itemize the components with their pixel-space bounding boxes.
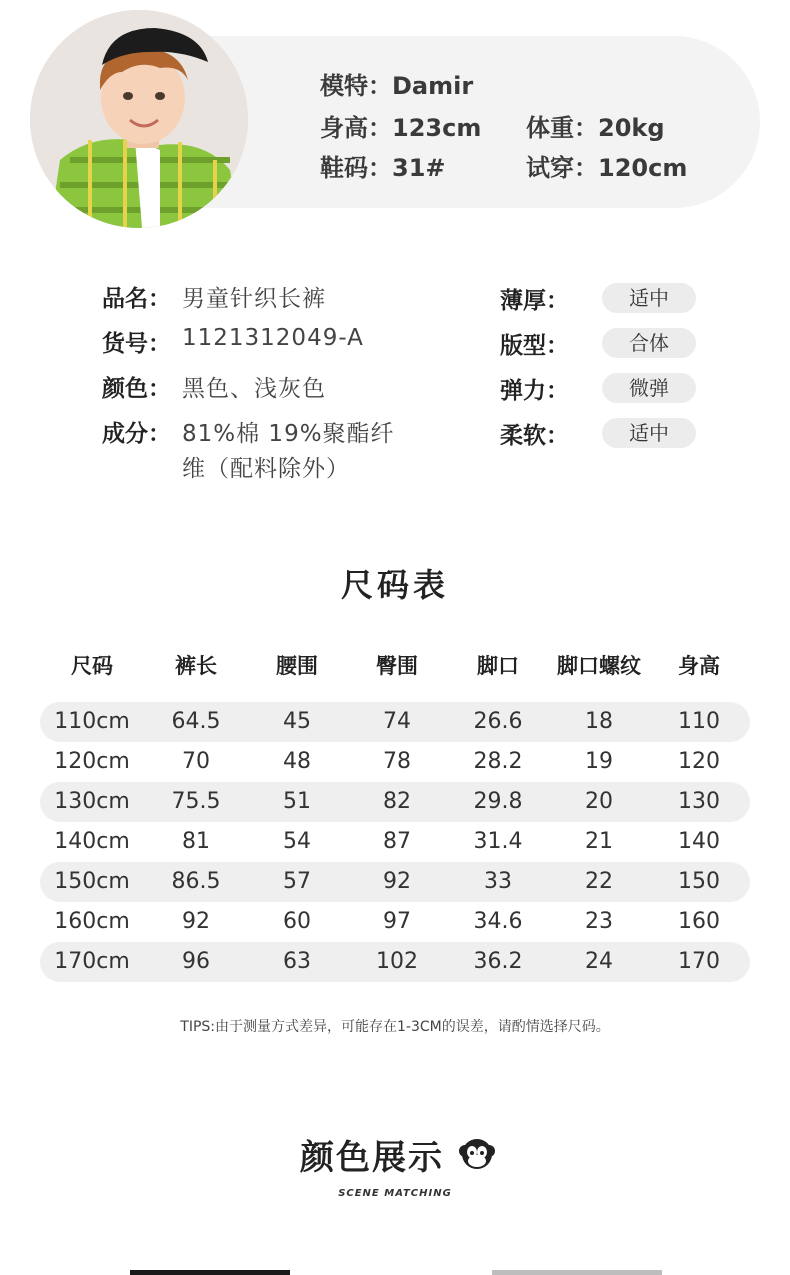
table-row (40, 902, 750, 942)
cell-hip: 92 (383, 869, 411, 894)
size-table-header (40, 650, 750, 684)
cell-hem: 31.4 (473, 829, 523, 854)
cell-hem-rib: 18 (585, 709, 613, 734)
header-waist: 腰围 (276, 654, 318, 678)
cell-waist: 51 (283, 789, 311, 814)
feature-stretch-badge: 微弹 (602, 373, 696, 403)
cell-body-height: 110 (678, 709, 720, 734)
feature-softness-label: 柔软： (500, 423, 569, 449)
model-weight-line (526, 108, 665, 143)
cell-hem-rib: 20 (585, 789, 613, 814)
cell-size: 110cm (54, 709, 130, 734)
model-trial-label: 试穿： (526, 154, 598, 182)
cell-length: 92 (182, 909, 210, 934)
cell-length: 86.5 (171, 869, 221, 894)
product-sku: 1121312049-A (182, 325, 364, 351)
model-shoe-label: 鞋码： (320, 154, 392, 182)
cell-body-height: 140 (678, 829, 720, 854)
feature-softness-badge: 适中 (602, 418, 696, 448)
cell-hem-rib: 19 (585, 749, 613, 774)
cell-waist: 45 (283, 709, 311, 734)
cell-length: 64.5 (171, 709, 221, 734)
model-name-line (320, 66, 473, 101)
header-hem: 脚口 (477, 654, 519, 678)
table-row (40, 942, 750, 982)
cell-hip: 78 (383, 749, 411, 774)
color-section-title: 颜色展示 (300, 1138, 444, 1178)
cell-hem: 26.6 (473, 709, 523, 734)
table-row (40, 822, 750, 862)
size-chart-title: 尺码表 (340, 566, 449, 604)
table-row (40, 742, 750, 782)
model-height-line (320, 108, 481, 143)
cell-size: 130cm (54, 789, 130, 814)
cell-hem-rib: 21 (585, 829, 613, 854)
feature-fit-badge: 合体 (602, 328, 696, 358)
size-tips: TIPS:由于测量方式差异，可能存在1-3CM的误差，请酌情选择尺码。 (180, 1019, 610, 1035)
cell-length: 96 (182, 949, 210, 974)
cell-hem: 36.2 (473, 949, 523, 974)
header-size: 尺码 (71, 654, 113, 678)
table-row (40, 862, 750, 902)
cell-body-height: 160 (678, 909, 720, 934)
cell-hip: 74 (383, 709, 411, 734)
table-row (40, 782, 750, 822)
product-name-label: 品名： (102, 286, 171, 312)
cell-length: 70 (182, 749, 210, 774)
model-photo-illustration (30, 10, 248, 228)
header-body-height: 身高 (678, 654, 720, 678)
model-height-label: 身高： (320, 114, 392, 142)
model-name-label: 模特： (320, 72, 392, 100)
cell-waist: 60 (283, 909, 311, 934)
model-weight-label: 体重： (526, 114, 598, 142)
cell-size: 120cm (54, 749, 130, 774)
model-trial-line (526, 148, 687, 183)
cell-hem: 33 (484, 869, 512, 894)
product-sku-label: 货号： (102, 331, 171, 357)
product-material-line1: 81%棉 19%聚酯纤 (182, 421, 395, 447)
product-material-label: 成分： (102, 421, 171, 447)
model-avatar (30, 10, 248, 228)
monkey-icon (459, 1137, 495, 1171)
product-color: 黑色、浅灰色 (182, 376, 326, 402)
cell-body-height: 120 (678, 749, 720, 774)
color-swatch-black-edge (130, 1270, 290, 1275)
cell-waist: 63 (283, 949, 311, 974)
header-length: 裤长 (175, 654, 217, 678)
cell-length: 75.5 (171, 789, 221, 814)
cell-hem: 29.8 (473, 789, 523, 814)
cell-waist: 57 (283, 869, 311, 894)
cell-size: 160cm (54, 909, 130, 934)
model-name: Damir (392, 72, 474, 100)
feature-stretch-label: 弹力： (500, 378, 569, 404)
table-row (40, 702, 750, 742)
cell-hem-rib: 24 (585, 949, 613, 974)
cell-size: 150cm (54, 869, 130, 894)
cell-hip: 87 (383, 829, 411, 854)
cell-waist: 54 (283, 829, 311, 854)
cell-hem: 28.2 (473, 749, 523, 774)
product-material-line2: 维（配料除外） (182, 456, 350, 482)
cell-hip: 82 (383, 789, 411, 814)
cell-length: 81 (182, 829, 210, 854)
cell-hem-rib: 22 (585, 869, 613, 894)
cell-hip: 97 (383, 909, 411, 934)
model-height: 123cm (392, 114, 482, 142)
header-hip: 臀围 (376, 654, 418, 678)
model-trial: 120cm (598, 154, 688, 182)
cell-hem-rib: 23 (585, 909, 613, 934)
color-section-subtitle: SCENE MATCHING (338, 1188, 452, 1199)
cell-body-height: 150 (678, 869, 720, 894)
cell-body-height: 130 (678, 789, 720, 814)
cell-waist: 48 (283, 749, 311, 774)
feature-fit-label: 版型： (500, 333, 569, 359)
product-color-label: 颜色： (102, 376, 171, 402)
cell-size: 170cm (54, 949, 130, 974)
cell-size: 140cm (54, 829, 130, 854)
cell-body-height: 170 (678, 949, 720, 974)
cell-hem: 34.6 (473, 909, 523, 934)
product-name: 男童针织长裤 (182, 286, 326, 312)
model-weight: 20kg (598, 114, 665, 142)
feature-thickness-label: 薄厚： (500, 288, 569, 314)
color-swatch-grey-edge (492, 1270, 662, 1275)
feature-thickness-badge: 适中 (602, 283, 696, 313)
model-shoe: 31# (392, 154, 446, 182)
model-shoe-line (320, 148, 446, 183)
cell-hip: 102 (376, 949, 418, 974)
header-hem-rib: 脚口螺纹 (557, 654, 641, 678)
